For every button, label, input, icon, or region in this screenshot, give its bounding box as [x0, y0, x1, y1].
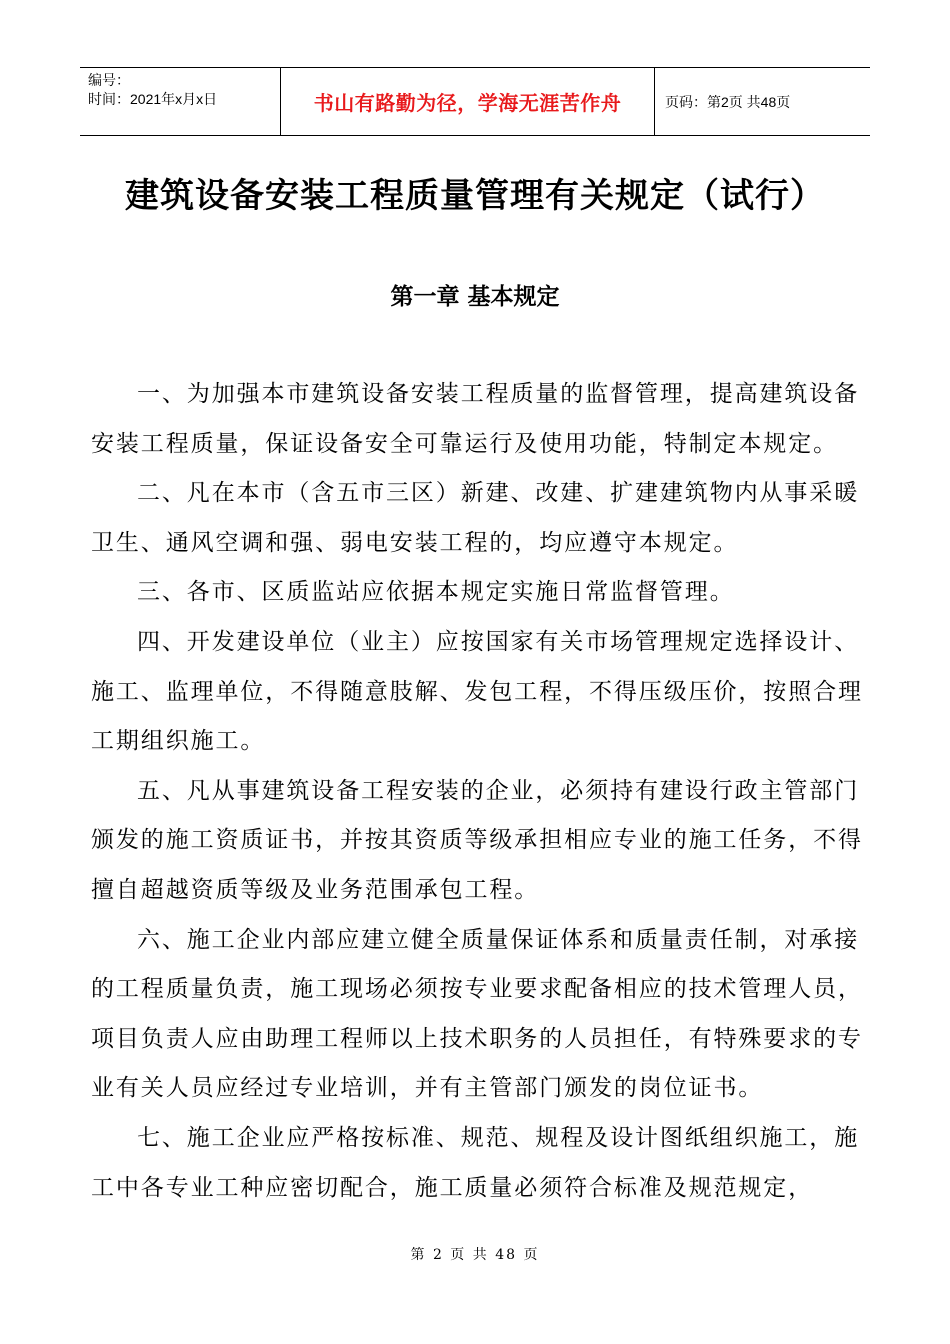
header-page-number: 页码：第2页 共48页 [665, 93, 791, 110]
page-footer: 第 2 页 共 48 页 [410, 1247, 540, 1263]
header-motto-cell [281, 68, 655, 135]
header-table [80, 67, 870, 136]
paragraph-3: 三、各市、区质监站应依据本规定实施日常监督管理。 [137, 579, 735, 606]
paragraph-5: 五、凡从事建筑设备工程安装的企业，必须持有建设行政主管部门颁发的施工资质证书，并按其资质等级承担相应专业的施工任务，不得擅自超越资质等级及业务范围承包工程。 [91, 777, 863, 903]
document-title: 建筑设备安装工程质量管理有关规定（试行） [125, 176, 825, 216]
paragraph-6: 六、施工企业内部应建立健全质量保证体系和质量责任制，对承接的工程质量负责，施工现场必须按专业要求配备相应的技术管理人员，项目负责人应由助理工程师以上技术职务的人员担任，有特殊要求的专业有关人员应经过专业培训，并有主管部门颁发的岗位证书。 [91, 926, 863, 1102]
paragraph-2: 二、凡在本市（含五市三区）新建、改建、扩建建筑物内从事采暖卫生、通风空调和强、弱电安装工程的，均应遵守本规定。 [91, 480, 860, 556]
document-date: 时间：2021年x月x日 [88, 91, 218, 107]
document-body [91, 370, 871, 1213]
header-motto: 书山有路勤为径，学海无涯苦作舟 [313, 91, 622, 115]
paragraph-4: 四、开发建设单位（业主）应按国家有关市场管理规定选择设计、施工、监理单位，不得随意肢解、发包工程，不得压级压价，按照合理工期组织施工。 [91, 628, 863, 755]
paragraph-1: 一、为加强本市建筑设备安装工程质量的监督管理，提高建筑设备安装工程质量，保证设备安全可靠运行及使用功能，特制定本规定。 [91, 381, 860, 457]
paragraph-7: 七、施工企业应严格按标准、规范、规程及设计图纸组织施工，施工中各专业工种应密切配合，施工质量必须符合标准及规范规定， [91, 1124, 860, 1201]
document-number-label: 编号： [88, 72, 130, 88]
chapter-heading: 第一章 基本规定 [390, 284, 560, 310]
header-page-cell [655, 68, 870, 135]
header-meta-cell [80, 68, 281, 135]
